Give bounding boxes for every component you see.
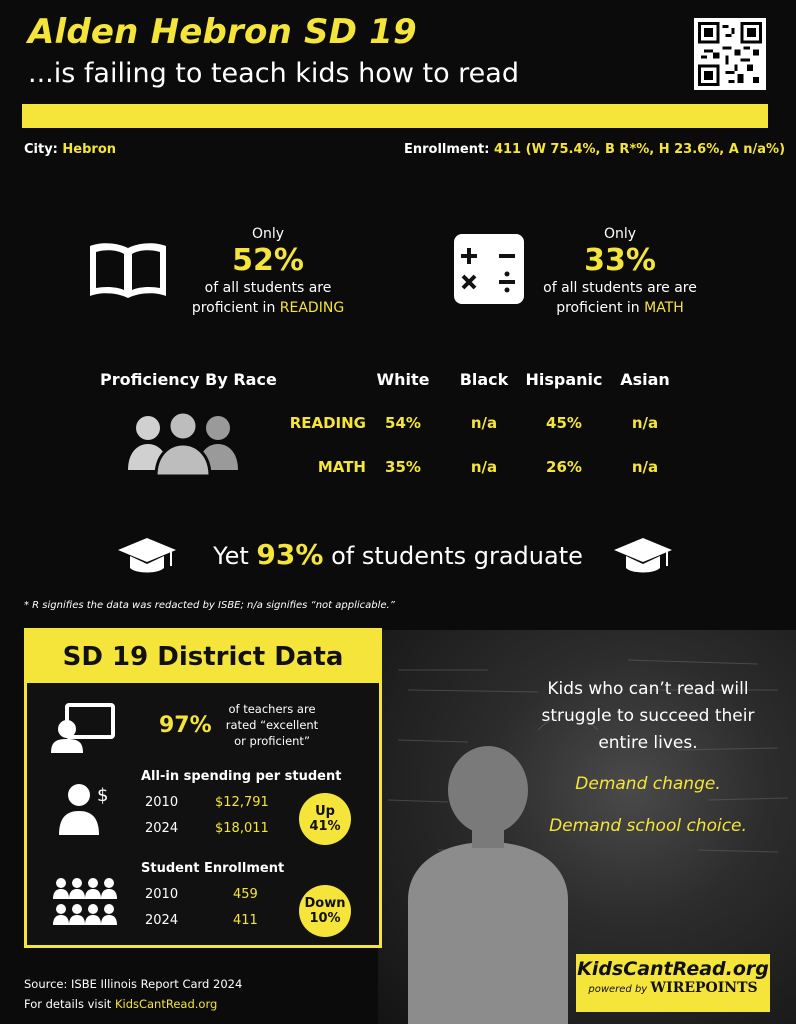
race-col-hispanic: Hispanic [525, 370, 603, 389]
enrollment-breakdown: (W 75.4%, B R*%, H 23.6%, A n/a%) [525, 142, 786, 157]
grad-prefix: Yet [213, 542, 249, 570]
math-percent: 33% [584, 243, 656, 278]
race-reading-black: n/a [470, 414, 498, 432]
race-reading-white: 54% [385, 414, 421, 432]
spending-change-pct: 41% [309, 819, 341, 834]
spending-value-2024: $18,011 [215, 821, 269, 836]
city-value: Hebron [62, 142, 117, 157]
message-line3: entire lives. [598, 733, 698, 753]
spending-year-2010: 2010 [145, 795, 179, 810]
footnote: * R signifies the data was redacted by ISBE; n/a signifies “not applicable.” [24, 600, 395, 611]
qr-code-icon[interactable] [694, 18, 766, 90]
svg-text:$: $ [97, 785, 109, 806]
grad-suffix: of students graduate [331, 542, 583, 570]
message-text [508, 676, 788, 757]
district-data-panel [24, 628, 382, 948]
message-line2: struggle to succeed their [541, 706, 755, 726]
badge-powered: powered by [588, 984, 648, 995]
teachers-line3: or proficient” [234, 734, 310, 748]
race-math-black: n/a [470, 458, 498, 476]
details-prefix: For details visit [24, 997, 112, 1011]
math-line2: proficient in [556, 300, 640, 316]
details-link[interactable]: KidsCantRead.org [114, 997, 218, 1011]
book-icon [86, 240, 170, 306]
source-text: Source: ISBE Illinois Report Card 2024 [24, 977, 243, 991]
race-col-asian: Asian [620, 370, 670, 389]
enrollment-value-2010: 459 [233, 887, 258, 902]
people-group-icon [126, 412, 240, 482]
enrollment-label: Enrollment: [404, 142, 490, 157]
reading-percent: 52% [232, 243, 304, 278]
reading-prefix: Only [251, 226, 285, 242]
spending-heading: All-in spending per student [141, 769, 342, 784]
enrollment-year-2024: 2024 [145, 913, 179, 928]
enrollment-year-2010: 2010 [145, 887, 179, 902]
title-underline-bar [22, 104, 768, 128]
math-stat [530, 224, 710, 318]
calculator-icon [454, 234, 524, 308]
race-row-reading-label: READING [289, 414, 366, 432]
spending-change-badge [299, 793, 351, 845]
reading-stat [180, 224, 356, 318]
demand-change: Demand change. [575, 774, 721, 794]
teachers-line1: of teachers are [228, 702, 316, 716]
race-reading-hispanic: 45% [546, 414, 582, 432]
spending-year-2024: 2024 [145, 821, 179, 836]
graduation-stat [0, 538, 796, 571]
page-title: Alden Hebron SD 19 [28, 12, 417, 52]
spending-value-2010: $12,791 [215, 795, 269, 810]
reading-line1: of all students are [204, 280, 332, 296]
enrollment-change-pct: 10% [309, 911, 341, 926]
race-col-white: White [376, 370, 430, 389]
race-heading: Proficiency By Race [100, 370, 277, 389]
enrollment-change-dir: Down [304, 896, 346, 911]
race-math-hispanic: 26% [546, 458, 582, 476]
race-math-white: 35% [385, 458, 421, 476]
reading-subject: READING [279, 300, 345, 316]
student-group-icon [51, 877, 117, 931]
badge-title: KidsCantRead.org [577, 958, 769, 980]
city-label: City: [24, 142, 58, 157]
district-title: SD 19 District Data [27, 631, 379, 683]
reading-line2: proficient in [191, 300, 276, 316]
enrollment-change-badge [299, 885, 351, 937]
race-reading-asian: n/a [631, 414, 659, 432]
teachers-percent: 97% [159, 713, 212, 738]
enrollment-value: 411 [493, 142, 522, 157]
person-dollar-icon [57, 781, 113, 839]
race-row-math-label: MATH [317, 458, 366, 476]
badge-brand: WIREPOINTS [650, 980, 758, 996]
math-prefix: Only [603, 226, 637, 242]
grad-percent: 93% [256, 538, 324, 571]
page-subtitle: ...is failing to teach kids how to read [28, 58, 519, 89]
demand-school-choice: Demand school choice. [549, 816, 747, 836]
math-line1: of all students are are [543, 280, 697, 296]
teachers-text [217, 701, 327, 749]
city-info [24, 142, 116, 157]
source-info [24, 974, 242, 1014]
teacher-presentation-icon [51, 703, 117, 757]
race-col-black: Black [459, 370, 509, 389]
enrollment-value-2024: 411 [233, 913, 258, 928]
race-math-asian: n/a [631, 458, 659, 476]
enrollment-heading: Student Enrollment [141, 861, 285, 876]
teachers-line2: rated “excellent [225, 718, 319, 732]
kidscantread-badge[interactable] [576, 954, 770, 1012]
graduation-cap-icon [612, 536, 674, 580]
enrollment-info [404, 142, 785, 157]
message-line1: Kids who can’t read will [547, 679, 749, 699]
math-subject: MATH [644, 300, 684, 316]
spending-change-dir: Up [315, 804, 335, 819]
